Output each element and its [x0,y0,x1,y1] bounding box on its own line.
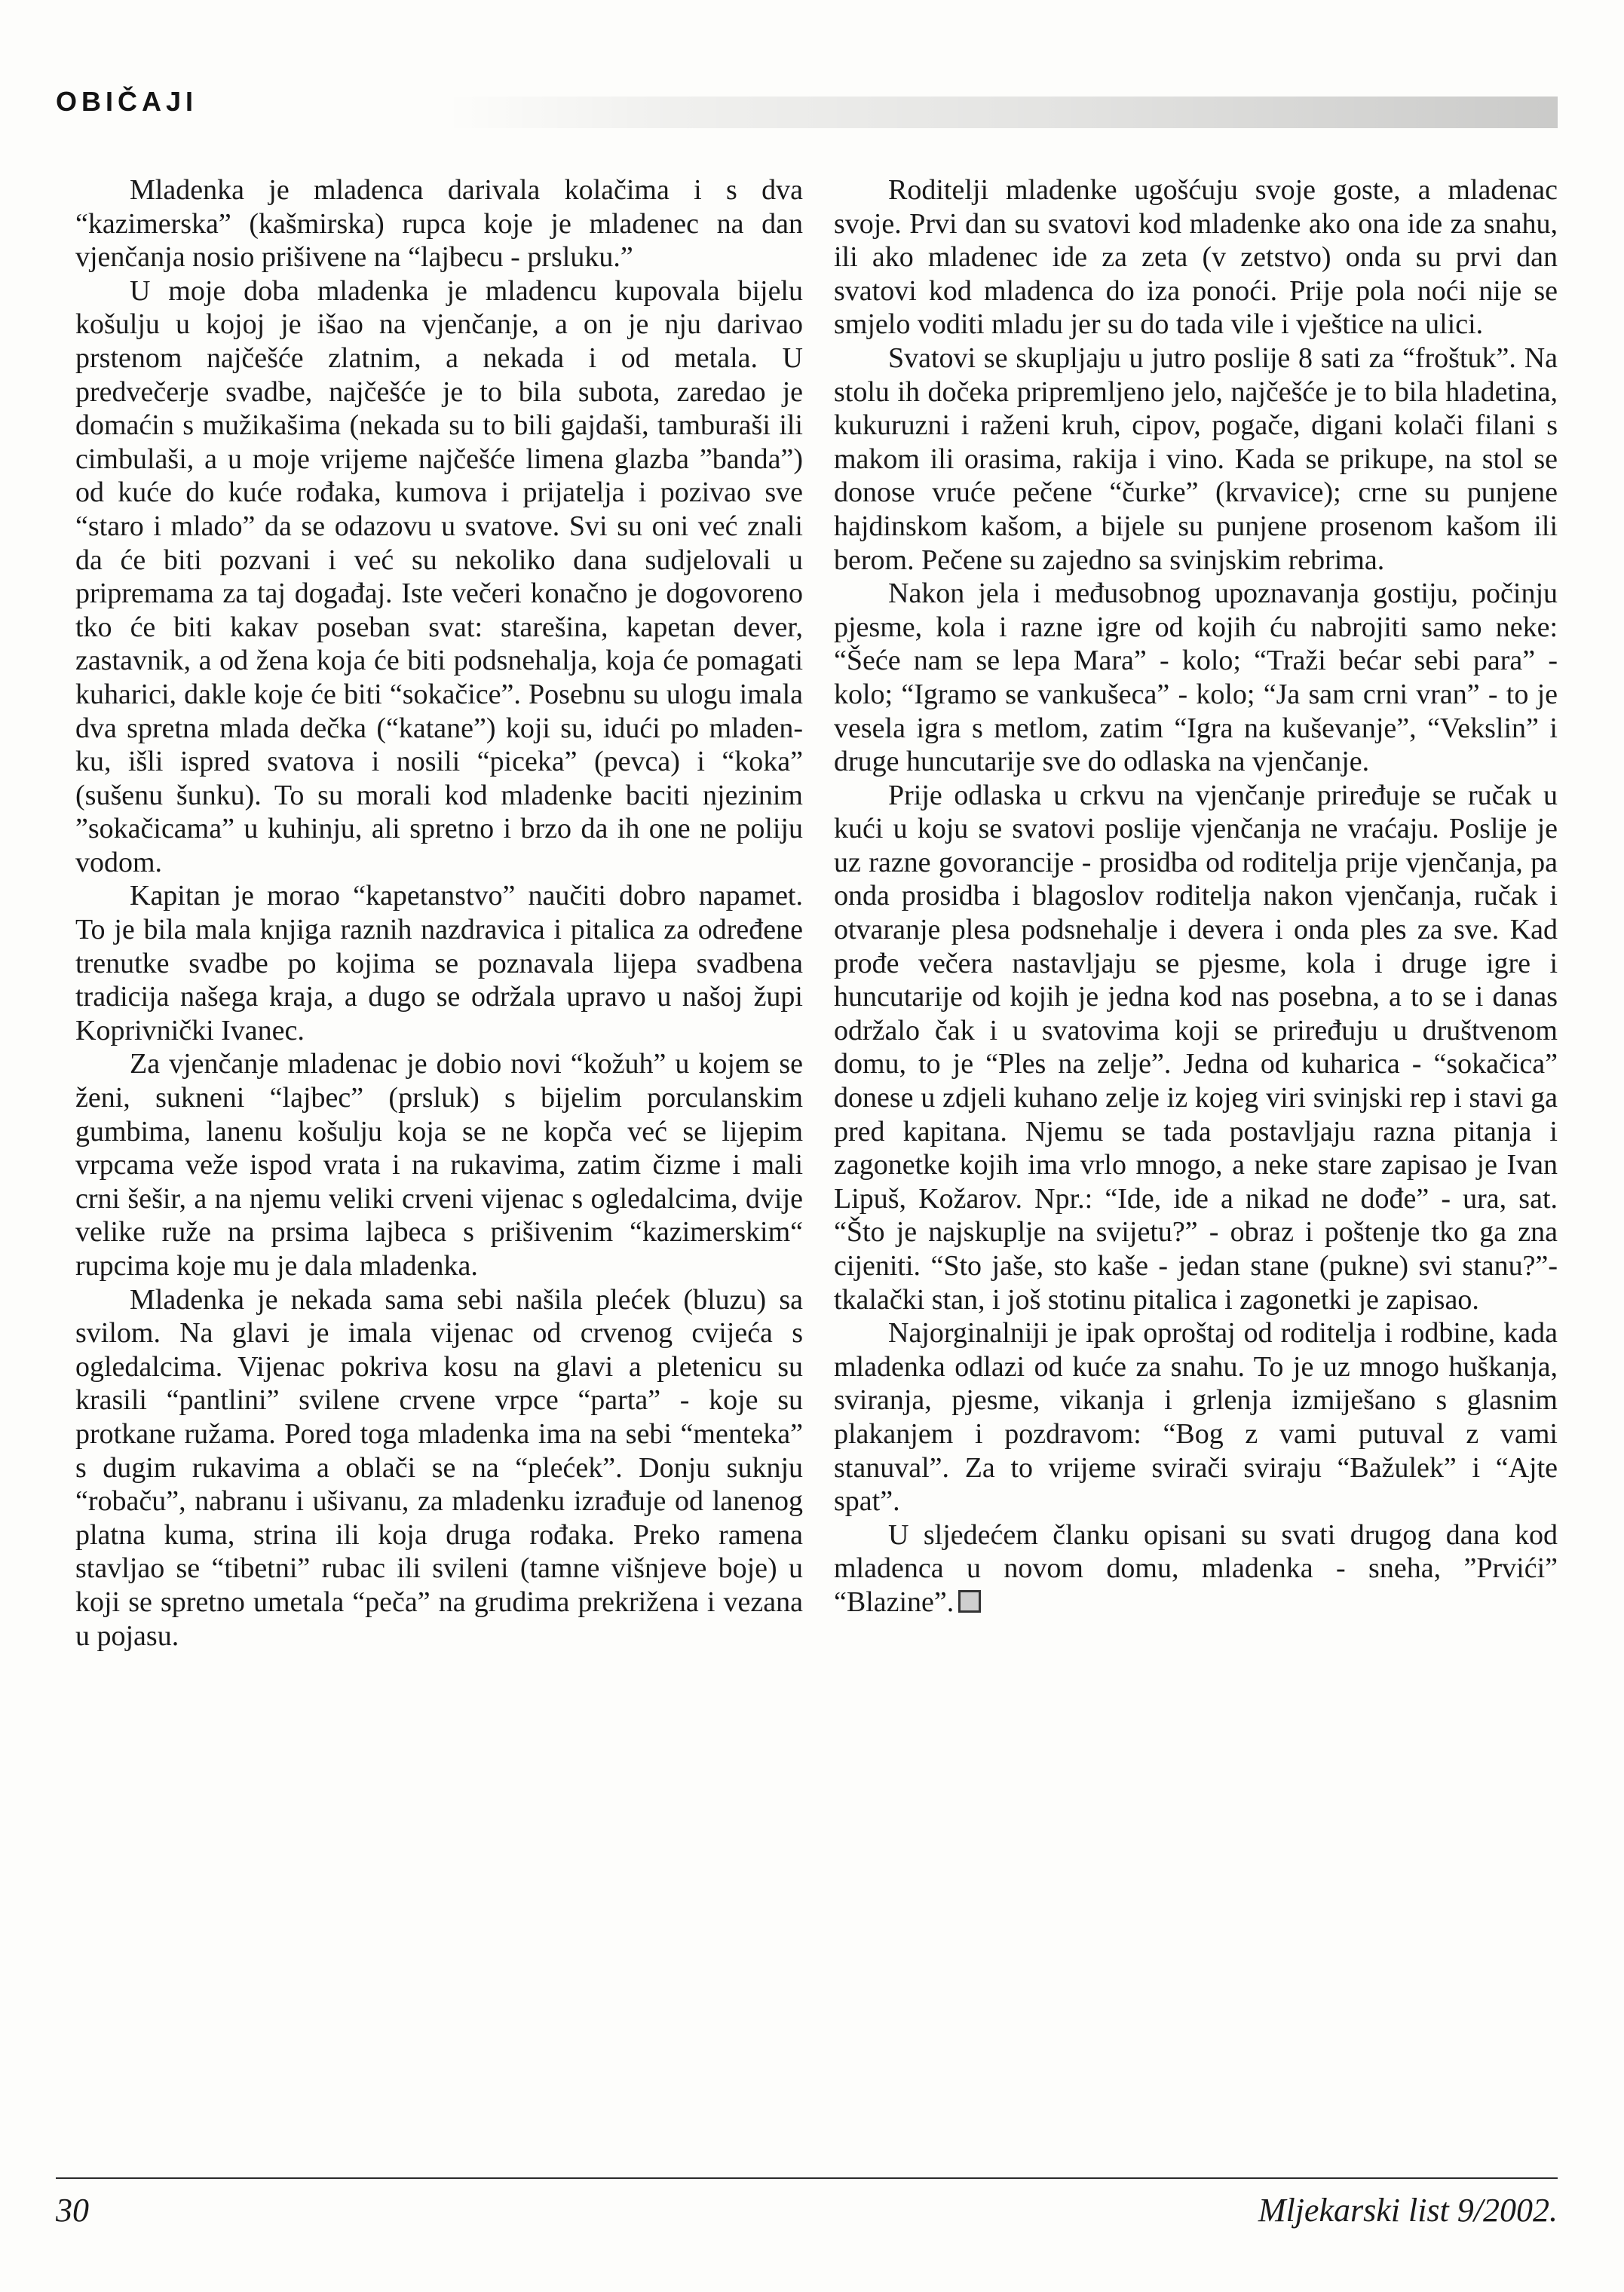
paragraph: Svatovi se skupljaju u jutro poslije 8 sati za “froštuk”. Na stolu ih dočeka pripremljeno jelo, najčešće je to bila hladetina, kukuruzni i raženi kruh, cipov, pogače, digani kolači filani s makom ili orasima, rakija i vino. Kada se prikupe, na stol se donose vruće pečene “čurke” (krvavice); crne su punjene hajdinskom kašom, a bijele su punjene prosenom kašom ili berom. Pečene su zajedno sa svinjskim rebrima. [834,342,1558,576]
page-number: 30 [56,2192,89,2229]
article-column-right [834,173,1558,1619]
section-label: OBIČAJI [56,86,198,117]
paragraph: Kapitan je morao “kapetanstvo” naučiti dobro napamet. To je bila mala knjiga raznih nazdravica i pitalica za određene trenutke svadbe po kojima se poznavala lijepa svadbena tradicija našega kraja, a dugo se održala upravo u našoj župi Koprivnički Ivanec. [75,880,803,1046]
paragraph: Mladenka je mladenca darivala kolačima i s dva “kazimerska” (kašmirska) rupca koje je mladenec na dan vjenčanja nosio prišivene na “lajbecu - prsluku.” [75,174,803,274]
footer-divider [56,2177,1558,2179]
article-column-left [75,173,803,1653]
article-end-icon [958,1590,981,1613]
paragraph: Mladenka je nekada sama sebi našila plećek (bluzu) sa svilom. Na glavi je imala vijenac od crvenog cvijeća s ogledalcima. Vijenac pokriva kosu na glavi a pletenicu su krasili “pantlini” svilene crvene vrpce “parta” - koje su protkane ružama. Pored toga mladenka ima na sebi “menteka” s dugim rukavima a oblači se na “plećek”. Donju suknju “robaču”, nabranu i ušivanu, za mladenku izrađuje od lanenog platna kuma, strina ili koja druga rođaka. Preko ramena stavljao se “tibetni” rubac ili svileni (tamne višnjeve boje) u koji se spretno umetala “peča” na grudima prekrižena i vezana u pojasu. [75,1283,803,1652]
paragraph: Roditelji mladenke ugošćuju svoje goste, a mladenac svoje. Prvi dan su svatovi kod mladenke ako ona ide za snahu, ili ako mladenec ide za zeta (v zetstvo) onda su prvi dan svatovi kod mladenca do iza ponoći. Prije pola noći nije se smjelo voditi mladu jer su do tada vile i vještice na ulici. [834,174,1558,341]
paragraph: Nakon jela i međusobnog upoznavanja gostiju, počinju pjesme, kola i razne igre od kojih ću nabrojiti samo neke: “Šeće nam se lepa Mara” - kolo; “Traži bećar sebi para” - kolo; “Igramo se vankušeca” - kolo; “Ja sam crni vran” - to je vesela igra s metlom, zatim “Igra na kuševanje”, “Vekslin” i druge huncutarije sve do odlaska na vjenčanje. [834,578,1558,778]
header-band [445,97,1558,128]
paragraph: Za vjenčanje mladenac je dobio novi “kožuh” u kojem se ženi, sukneni “lajbec” (prsluk) s bijelim porculanskim gumbima, lanenu košulju koja se ne kopča već se lijepim vrpcama veže ispod vrata i na rukavima, zatim čizme i mali crni šešir, a na njemu veliki crveni vijenac s ogledalcima, dvije velike ruže na prsima lajbeca s prišivenim “kazimerskim“ rupcima koje mu je dala mladenka. [75,1048,803,1282]
paragraph: Najorginalniji je ipak oproštaj od roditelja i rodbine, kada mladenka odlazi od kuće za snahu. To je uz mnogo huškanja, sviranja, pjesme, vikanja i grlenja izmiješano s glasnim plakanjem i pozdravom: “Bog z vami putuval z vami stanuval”. Za to vrijeme svirači sviraju “Bažulek” i “Ajte spat”. [834,1317,1558,1518]
paragraph: Prije odlaska u crkvu na vjenčanje priređuje se ručak u kući u koju se svatovi poslije vjenčanja ne vraćaju. Poslije je uz razne govorancije - prosidba od roditelja prije vjenčanja, pa onda prosidba i blagoslov roditelja nakon vjenčanja, ručak i otvaranje plesa podsnehalje i devera i onda ples za sve. Kad prođe večera nastavljaju se pjesme, kola i druge igre i huncutarije od kojih je jedna kod nas posebna, a to se i danas održalo čak i u svatovima koji se priređuju u društvenom domu, to je “Ples na zelje”. Jedna od kuharica - “sokačica” donese u zdjeli kuhano zelje iz kojeg viri svinjski rep i stavi ga pred kapitana. Njemu se tada postavljaju razna pitanja i zagonetke kojih ima vrlo mnogo, a neke stare zapisao je Ivan Lipuš, Kožarov. Npr.: “Ide, ide a nikad ne dođe” - ura, sat. “Što je najskuplje na svijetu?” - obraz i poštenje tko ga zna cijeniti. “Sto jaše, sto kaše - jedan stane (pukne) svi stanu?”- tkalački stan, i još stotinu pitalica i zagonetki je zapisao. [834,779,1558,1316]
publication-issue: Mljekarski list 9/2002. [1258,2192,1558,2229]
paragraph-text: U sljedećem članku opisani su svati drugog dana kod mladenca u novom domu, mladenka - sneha, ”Prvići” “Blazine”. [834,1518,1558,1618]
paragraph: U moje doba mladenka je mladencu kupovala bijelu košulju u kojoj je išao na vjenčanje, a on je nju darivao prstenom najčešće zlatnim, a nekada i od metala. U predvečerje svadbe, najčešće je to bila subota, zaredao je domaćin s mužikašima (nekada su to bili gajdaši, tamburaši ili cimbulaši, a u moje vrijeme najčešće limena glazba ”banda”) od kuće do kuće rođaka, kumova i prijatelja i pozivao sve “staro i mlado” da se odazovu u svatove. Svi su oni već znali da će biti pozvani i već su nekoliko dana sudjelovali u pripremama za taj događaj. Iste večeri konačno je dogovoreno tko će biti kakav poseban svat: starešina, kapetan dever, zastavnik, a od žena koja će biti podsnehalja, koja će pomagati kuharici, dakle koje će biti “sokačice”. Posebnu su ulogu imala dva spretna mlada dečka (“katane”) koji su, idući po mladenku, išli ispred svatova i nosili “piceka” (pevca) i “koka” (sušenu šunku). To su morali kod mladenke baciti njezinim ”sokačicama” u kuhinju, ali spretno i brzo da ih one ne poliju vodom. [75,274,803,878]
paragraph-last [834,1518,1558,1619]
